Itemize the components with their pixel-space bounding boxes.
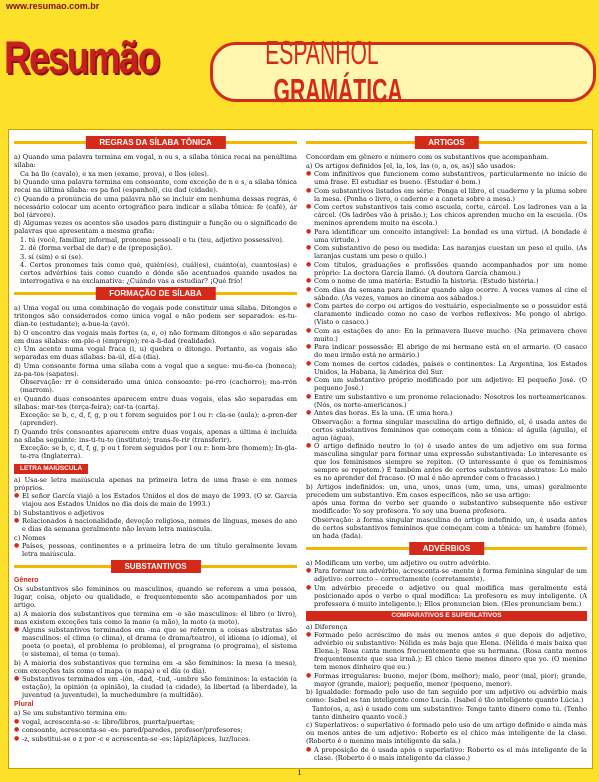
paragraph: b) Artigos indefinidos: un, una, unos, unas (um, uma, uns, umas) geralmente precedem um substantivo. Em casos específicos, não se usa artigo:: [306, 482, 587, 499]
label-genero: Gênero: [14, 577, 39, 584]
bullet-item: ● Antes das horas. Es la una. (É uma hora.): [306, 409, 587, 417]
list-item: 4. Certos pronomes tais como qué, quién(es), cuál(es), cuánto(a), cuantos(as) e certos advérbios tais como cuando e dónde são acentuados quando usados na interrogativa e na exclamativa: ¿Cuándo vas a estudiar? ¡Qué frío!: [20, 261, 297, 285]
paragraph: d) Algumas vezes os acentos são usados para distinguir a função ou o significado de palavras que apresentam a mesma grafia:: [14, 219, 297, 235]
paragraph: a) Diferença: [306, 622, 348, 631]
list-item: 3. sí (sim) e si (se).: [20, 252, 84, 261]
paragraph: d) Uma consoante forma uma sílaba com a vogal que a segue: mu-ñe-ca (boneca); za-pa-tos (sapatos).: [14, 361, 297, 378]
list-item: após uma forma do verbo ser quando o substantivo subsequente não estiver modificado: Yo soy profesora. Yo soy una buena profesora.: [312, 499, 587, 515]
page-number: 1: [297, 768, 302, 777]
bullet-item: ● Para formar um advérbio, acrescenta-se -mente à forma feminina singular de um adjetivo: correcto – correctamente (corretamente).: [306, 567, 587, 583]
bullet-item: ● Substantivos terminados em -ión, -dad, -tud, -umbre são femininos: la estación (a estação), la opinión (a opinião), la ciudad (a cidade), la libertad (a liberdade), la juventud (a juventude), la muchedumbre (a multidão).: [14, 675, 297, 699]
site-url[interactable]: www.resumao.com.br: [6, 1, 100, 11]
paragraph: a) A maioria dos substantivos que termina em -o são masculinos: el libro (o livro), mas existem exceções tais como la mano (a mão), la moto (a moto).: [14, 609, 297, 626]
bullet-item: ● Para indicar possessão: El abrigo de mi hermano está en el armario. (O casaco do meu irmão está no armário.): [306, 343, 587, 359]
bullet-item: ● Com infinitivos que funcionem como substantivos, particularmente no início de uma frase. El estudiar es bueno. (Estudar é bom.): [306, 170, 587, 186]
section-heading-adverbios: ADVÉRBIOS: [306, 542, 587, 555]
right-column: [306, 134, 587, 762]
note: Observação: a forma singular masculina do artigo indefinido, un, é usada antes de certos substantivos femininos que começam com a tônica: un hambre (fome), un hada (fada).: [312, 515, 587, 540]
note: Exceção: se b, c, d, f, g, p ou t forem seguidos por l ou r: hom-bre (homem); In-gla-te-rra (Inglaterra).: [20, 444, 297, 460]
paragraph: a) Usa-se letra maiúscula apenas na primeira letra de uma frase e em nomes próprios.: [14, 475, 297, 492]
section-heading-artigos: ARTIGOS: [306, 136, 587, 149]
note: Observação: a forma singular masculina do artigo definido, el, é usada antes de certos substantivos femininos que começam com a tônica: el águila (águila), el agua (água).: [312, 417, 587, 442]
paragraph: b) A maioria dos substantivos que termina em -a são femininos: la mesa (a mesa), com exceções tais como el mapa (o mapa) e el día (o dia).: [14, 658, 297, 675]
paragraph: a) Uma vogal ou uma combinação de vogais pode constituir uma sílaba. Ditongos e tritongos são considerados como única vogal e não podem ser separados: es-tu-dian-te (estudante); a-bue-la (avó).: [14, 304, 297, 328]
paragraph: b) Igualdade: formado pelo uso de tan seguido por um adjetivo ou advérbio mais como: Isabel es tan inteligente como Lucía. (Isabel é tão inteligente quanto Lúcia.): [306, 688, 587, 704]
paragraph: b) Substantivos e adjetivos: [14, 508, 104, 517]
brand-logo: Resumão: [4, 32, 159, 83]
subheading-comparativos: COMPARATIVOS E SUPERLATIVOS: [306, 611, 587, 621]
bullet-item: ● consoante, acrescenta-se -es: pared/paredes, profesor/profesores;: [14, 726, 297, 734]
bullet-item: ● Formado pelo acréscimo de más ou menos antes e que depois do adjetivo, advérbio ou substantivo: Nélida es más baja que Elena. (Nélida é mais baixa que Elena.); Rosa canta menos frecuentemente que su hermana. (Rosa canta menos frequentemente que sua irmã.); El chico tiene menos dinero que yo. (O menino tem menos dinheiro que eu.): [306, 631, 587, 671]
paragraph: e) Quando duas consoantes aparecem entre duas vogais, elas são separadas em sílabas: mar-tes (terça-feira); car-ta (carta).: [14, 394, 297, 411]
section-heading-silaba-tonica: REGRAS DA SÍLABA TÔNICA: [14, 136, 297, 149]
bullet-item: ● Com substantivo de peso ou medida: Las naranjas cuestan un peso el quilo. (As laranjas custam um peso o quilo.): [306, 244, 587, 260]
paragraph: a) Se um substantivo termina em:: [14, 709, 128, 717]
bullet-item: ● A preposição de é usada após o superlativo: Roberto es el más inteligente de la clase. (Roberto é o mais inteligente da classe.): [306, 746, 587, 762]
bullet-item: ● O artigo definido neutro lo (o) é usado antes de um adjetivo em sua forma masculina singular para formar uma expressão substantivada: Lo interesante es que los feminismos siempre se repiten. (O interessante é que os feminismos sempre se repetem.) É também antes de certos substantivos abstratos: Lo malo es no aprender del fracaso. (O mal é não aprender com o fracasso.): [306, 442, 587, 482]
example: Ca ba llo (cavalo), e xa men (exame, prova), e llos (eles).: [20, 169, 209, 178]
bullet-item: ● Com substantivos listados em série: Ponga el libro, el cuaderno y la pluma sobre la mesa. (Ponha o livro, o caderno e a caneta sobre a mesa.): [306, 187, 587, 203]
title-bold: GRAMÁTICA: [273, 72, 403, 109]
title-text: [251, 34, 555, 110]
paragraph: b) Quando uma palavra termina em consoante, com exceção de n e s, a sílaba tônica recai na última sílaba: es pa ñol (espanhol), ciu dad (cidade).: [14, 178, 297, 194]
paragraph: c) Nomes: [14, 533, 46, 542]
paragraph: a) Os artigos definidos [el, la, los, las (o, a, os, as)] são usados:: [306, 161, 516, 170]
bullet-item: ● Com partes do corpo ou artigos do vestuário, especialmente se o possuidor está claramente indicado como no caso de verbos reflexivos: Me pongo el abrigo. (Visto o casaco.): [306, 302, 587, 326]
section-heading-formacao-silaba: FORMAÇÃO DE SÍLABA: [14, 287, 297, 300]
bullet-item: ● Para identificar um conceito intangível: La bondad es una virtud. (A bondade é uma virtude.): [306, 228, 587, 244]
bullet-item: ● El señor García viajó a los Estados Unidos el dos de mayo de 1993. (O sr. García viajou aos Estados Unidos no dia dois de maio de 1993.): [14, 492, 297, 508]
bullet-item: ● Países, pessoas, continentes e a primeira letra de um título geralmente levam letra maiúscula.: [14, 542, 297, 558]
bullet-item: ● Com um substantivo próprio modificado por um adjetivo: El pequeño José. (O pequeno José.): [306, 376, 587, 392]
title-light: ESPANHOL: [265, 34, 379, 71]
bullet-item: ● Com nomes de certos cidades, países e continentes: La Argentina, los Estados Unidos, la Habana, la América del Sur.: [306, 360, 587, 376]
bullet-item: ● Com certos substantivos tais como escuela, corte, cárcel. Los ladrones van a la cárcel. (Os ladrões vão à prisão.); Los chicos aprenden mucho en la escuela. (Os meninos aprendem muito na escola.): [306, 203, 587, 227]
bullet-item: ● Um advérbio precede o adjetivo ou qual modifica mas geralmente está posicionado após o verbo o qual modifica: La profesora es muy inteligente. (A professora é muito inteligente.); Ellos pronuncian bien. (Eles pronunciam bem.): [306, 584, 587, 608]
section-heading-substantivos: SUBSTANTIVOS: [14, 560, 297, 573]
title-banner: [210, 34, 596, 109]
bullet-item: ● Alguns substantivos terminados em -ma que se referem a coisas abstratas são masculinos: el clima (o clima), el drama (o drama/teatro), el idioma (o idioma), el poeta (o poeta), el problema (o problema), el programa (o programa), el sistema (o sistema), el tema (o tema).: [14, 626, 297, 658]
content-area: [8, 129, 593, 769]
paragraph: Os substantivos são femininos ou masculinos, quando se referem a uma pessoa, lugar, coisa, objeto ou qualidade, e frequentemente são acompanhados por um artigo.: [14, 585, 297, 609]
paragraph: f) Quando três consoantes aparecem entre duas vogais, apenas a última é incluída na sílaba seguinte: ins-ti-tu-to (instituto); trans-fe-rir (transferir).: [14, 427, 297, 444]
note: Observação: rr é considerado uma única consoante: pe-rro (cachorro); ma-rrón (marrom).: [20, 378, 297, 394]
bullet-item: ● Com as estações do ano: En la primavera llueve mucho. (Na primavera chove muito.): [306, 327, 587, 343]
paragraph: b) O encontro das vogais mais fortes (a, e, o) não formam ditongos e são separadas em duas sílabas: em-ple-o (emprego); re-a-li-dad (realidade).: [14, 328, 297, 345]
paragraph: Concordam em gênero e número com os substantivos que acompanham.: [306, 153, 549, 161]
bullet-item: ● vogal, acrescenta-se -s: libro/libros, puerta/puertas;: [14, 718, 297, 726]
label-plural: Plural: [14, 701, 34, 708]
paragraph: c) Quando a pronúncia de uma palavra não se incluir em nenhuma dessas regras, é necessário colocar um acento ortográfico para indicar a sílaba tônica: fe (café), ár bol (árvore).: [14, 194, 297, 219]
list-item: 2. dé (forma verbal de dar) e de (preposição).: [20, 244, 173, 252]
bullet-item: ● Com dias da semana para indicar quando algo ocorre. A veces vamos al cine el sábado. (Às vezes, vamos ao cinema aos sábados.): [306, 286, 587, 302]
paragraph: a) Modificam um verbo, um adjetivo ou outro advérbio.: [306, 558, 491, 567]
paragraph: a) Quando uma palavra termina em vogal, n ou s, a sílaba tônica recai na penúltima sílaba:: [14, 153, 297, 169]
note: Exceção: se b, c, d, f, g, p ou t forem seguidos por l ou r: cla-se (aula); a-pren-der (aprender).: [20, 411, 297, 427]
left-column: [14, 134, 297, 743]
bullet-item: ● Com o nome de uma matéria: Estudio la historia. (Estudo história.): [306, 277, 587, 285]
bullet-item: ● Entre um substantivo e um pronome relacionado: Nosotros los norteamericanos. (Nós, os norte-americanos.): [306, 393, 587, 409]
subheading-letra-maiuscula: LETRA MAIÚSCULA: [14, 464, 88, 474]
paragraph: c) Um acento numa vogal fraca (i, u) quebra o ditongo. Portanto, as vogais são separadas em duas sílabas: ba-úl, dí-a (dia).: [14, 345, 297, 361]
paragraph: c) Superlativos: o superlativo é formado pelo uso de um artigo definido e ainda más ou menos antes de um adjetivo: Roberto es el chico más inteligente de la clase. (Roberto é o menino mais inteligente da sala.): [306, 721, 587, 745]
list-item: Tanto(os, a, as) é usado com um substantivo: Tengo tanto dinero como tú. (Tenho tanto dinheiro quanto você.): [312, 704, 587, 721]
bullet-item: ● Com títulos, graduações e profissões quando acompanhados por um nome próprio: La doctora García llamó. (A doutora García chamou.): [306, 261, 587, 277]
bullet-item: ● -z, substitui-se o z por -c e acrescenta-se -es: lápiz/lápices, luz/luces.: [14, 735, 297, 743]
bullet-item: ● Formas irregulares: bueno, mejor (bom, melhor); malo, peor (mal, pior); grande, mayor (grande, maior); pequeño, menor (pequeno, menor).: [306, 672, 587, 688]
list-item: 1. tú (você, familiar, informal, pronome pessoal) e tu (teu, adjetivo possessivo).: [20, 235, 285, 244]
bullet-item: ● Relacionados à nacionalidade, devoção religiosa, nomes de línguas, meses do ano e dias da semana geralmente não levam letra maiúscula.: [14, 517, 297, 533]
